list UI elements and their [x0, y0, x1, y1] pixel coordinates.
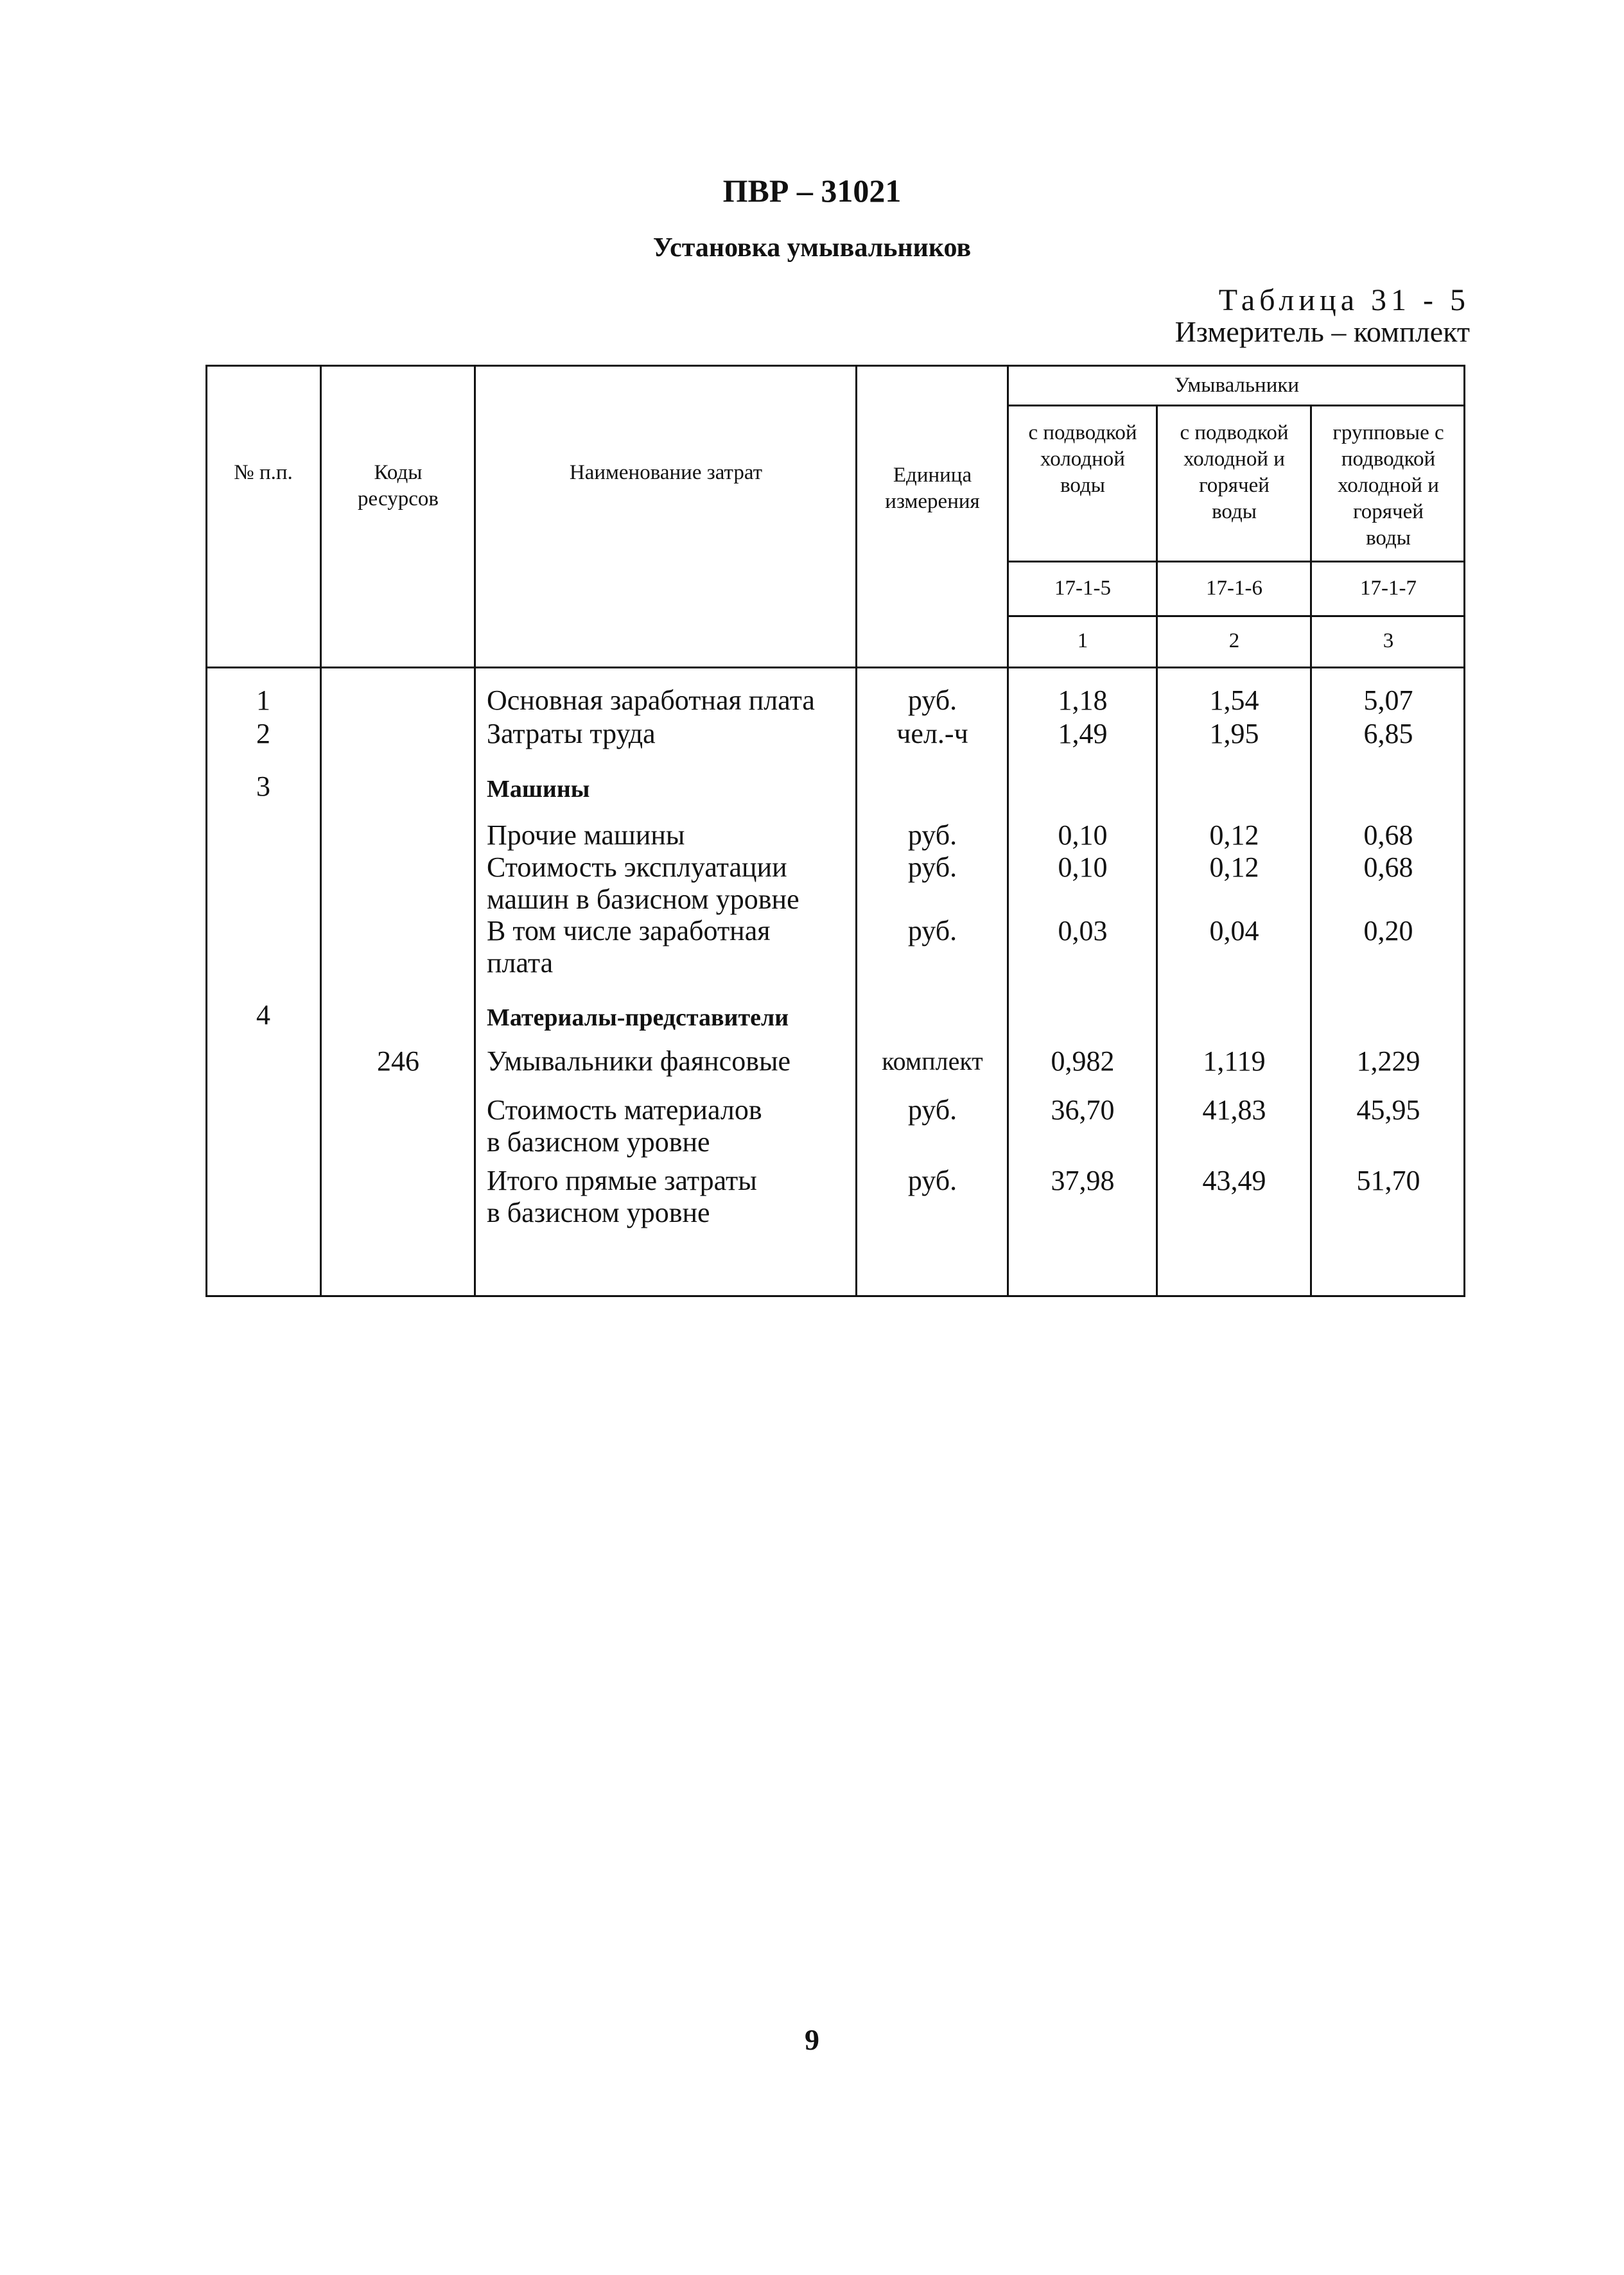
subheader-col-3-line: групповые с [1332, 421, 1444, 444]
row-resource-code: 246 [377, 1045, 419, 1077]
subheader-col-2 [1157, 420, 1311, 525]
subheader-col-2-line: с подводкой [1180, 421, 1289, 444]
row-cost-name [487, 819, 853, 851]
row-section-heading [487, 1002, 853, 1034]
document-title: ПВР – 31021 [722, 173, 902, 209]
header-unit-line1: Единица [893, 464, 972, 487]
subheader-col-3-line: горячей [1353, 500, 1424, 523]
row-num: 2 [256, 718, 270, 749]
row-value-col-1: 37,98 [1051, 1165, 1115, 1196]
subheader-num-2: 2 [1228, 629, 1240, 652]
row-cost-name [487, 1094, 853, 1158]
subheader-col-1-line: холодной [1040, 448, 1125, 471]
row-cost-name [487, 684, 853, 717]
row-cost-name-line: Основная заработная плата [487, 684, 815, 716]
header-codes-line2: ресурсов [358, 487, 439, 510]
subheader-col-1-line: воды [1060, 474, 1105, 497]
row-num: 1 [256, 684, 270, 716]
row-num: 4 [256, 999, 270, 1031]
row-value-col-1: 1,18 [1058, 684, 1108, 716]
row-value-col-3: 0,68 [1363, 851, 1413, 883]
table-label: Таблица 31 - 5 [1218, 283, 1470, 317]
row-cost-name-line: Машины [487, 776, 590, 803]
document-subtitle: Установка умывальников [652, 233, 972, 263]
subheader-col-3 [1311, 420, 1465, 552]
row-cost-name [487, 1165, 853, 1229]
row-cost-name-line: Итого прямые затраты [487, 1165, 757, 1196]
row-value-col-2: 0,12 [1209, 851, 1259, 883]
subheader-num-1: 1 [1077, 629, 1088, 652]
row-unit: руб. [907, 915, 957, 946]
header-unit-line2: измерения [885, 490, 980, 513]
header-codes [321, 460, 475, 512]
row-value-col-1: 0,10 [1058, 819, 1108, 851]
subheader-col-2-line: горячей [1199, 474, 1270, 497]
row-value-col-1: 0,982 [1051, 1045, 1115, 1077]
row-cost-name-line: Умывальники фаянсовые [487, 1045, 791, 1077]
subheader-col-3-line: воды [1366, 527, 1411, 550]
row-value-col-3: 1,229 [1356, 1045, 1420, 1077]
subheader-col-1-line: с подводкой [1028, 421, 1137, 444]
cost-table [205, 365, 1465, 1297]
table-top-border [205, 365, 1465, 367]
row-value-col-1: 0,10 [1058, 851, 1108, 883]
row-value-col-2: 1,54 [1209, 684, 1259, 716]
subheader-col-3-line: подводкой [1341, 448, 1436, 471]
header-name: Наименование затрат [569, 461, 763, 484]
subheader-col-1 [1008, 420, 1157, 499]
row-value-col-2: 43,49 [1202, 1165, 1266, 1196]
table-bottom-border [205, 1295, 1465, 1297]
subheader-divider [1008, 561, 1465, 562]
row-unit: руб. [907, 684, 957, 716]
row-cost-name-line: в базисном уровне [487, 1197, 710, 1228]
subheader-code-3: 17-1-7 [1360, 577, 1417, 600]
row-section-heading [487, 773, 853, 805]
row-value-col-2: 1,119 [1203, 1045, 1266, 1077]
code-row-divider [1008, 615, 1465, 617]
row-unit: чел.-ч [896, 718, 968, 749]
header-num: № п.п. [234, 461, 293, 484]
subheader-col-2-line: холодной и [1183, 448, 1285, 471]
row-cost-name [487, 1045, 853, 1077]
row-num: 3 [256, 771, 270, 802]
row-unit: руб. [907, 819, 957, 851]
header-bottom-border [205, 667, 1465, 668]
page-number: 9 [805, 2023, 819, 2056]
subheader-code-2: 17-1-6 [1206, 577, 1262, 600]
row-value-col-1: 1,49 [1058, 718, 1108, 749]
group-header-divider [1008, 405, 1465, 406]
row-value-col-3: 0,20 [1363, 915, 1413, 946]
row-cost-name-line: плата [487, 947, 554, 979]
subheader-col-3-line: холодной и [1338, 474, 1439, 497]
row-cost-name-line: Материалы-представители [487, 1004, 789, 1031]
row-cost-name-line: Затраты труда [487, 718, 656, 749]
row-value-col-1: 0,03 [1058, 915, 1108, 946]
row-cost-name [487, 915, 853, 979]
row-value-col-3: 5,07 [1363, 684, 1413, 716]
row-cost-name-line: Стоимость эксплуатации [487, 851, 787, 883]
row-value-col-3: 45,95 [1356, 1094, 1420, 1126]
row-cost-name-line: машин в базисном уровне [487, 884, 799, 915]
subheader-num-3: 3 [1383, 629, 1394, 652]
row-value-col-3: 0,68 [1363, 819, 1413, 851]
row-value-col-3: 51,70 [1356, 1165, 1420, 1196]
row-value-col-2: 1,95 [1209, 718, 1259, 749]
row-value-col-2: 41,83 [1202, 1094, 1266, 1126]
row-unit: комплект [882, 1047, 983, 1076]
row-cost-name [487, 718, 853, 750]
subheader-col-2-line: воды [1212, 500, 1257, 523]
row-value-col-2: 0,04 [1209, 915, 1259, 946]
row-value-col-1: 36,70 [1051, 1094, 1115, 1126]
row-cost-name-line: В том числе заработная [487, 915, 771, 946]
table-left-border [205, 365, 207, 1297]
row-unit: руб. [907, 1094, 957, 1126]
row-cost-name-line: Стоимость материалов [487, 1094, 762, 1126]
row-value-col-3: 6,85 [1363, 718, 1413, 749]
row-unit: руб. [907, 851, 957, 883]
header-unit [857, 462, 1008, 515]
row-cost-name-line: в базисном уровне [487, 1126, 710, 1158]
row-cost-name [487, 851, 853, 916]
row-unit: руб. [907, 1165, 957, 1196]
header-codes-line1: Коды [374, 461, 423, 484]
table-measure: Измеритель – комплект [1174, 315, 1470, 348]
row-cost-name-line: Прочие машины [487, 819, 685, 851]
subheader-code-1: 17-1-5 [1054, 577, 1111, 600]
header-group: Умывальники [1174, 374, 1300, 397]
row-value-col-2: 0,12 [1209, 819, 1259, 851]
